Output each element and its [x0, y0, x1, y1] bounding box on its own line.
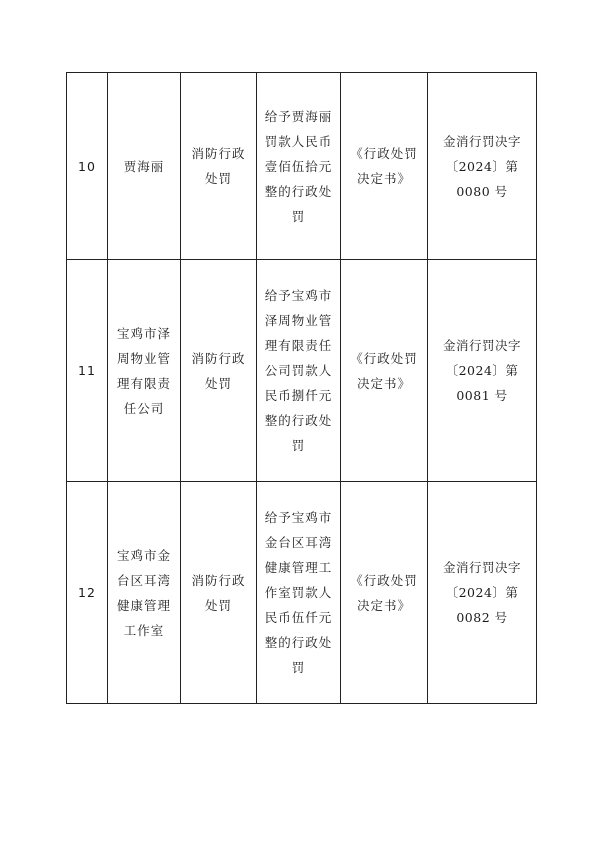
row-number: 11 — [67, 260, 108, 482]
document-type: 《行政处罚 决定书》 — [341, 73, 428, 260]
document-type: 《行政处罚 决定书》 — [341, 260, 428, 482]
penalty-type: 消防行政 处罚 — [181, 482, 257, 704]
row-number: 10 — [67, 73, 108, 260]
table-row — [67, 482, 537, 704]
document-number: 金消行罚决字 〔2024〕第 0082 号 — [428, 482, 537, 704]
penalty-content: 给予贾海丽 罚款人民币 壹佰伍拾元 整的行政处 罚 — [257, 73, 341, 260]
row-number: 12 — [67, 482, 108, 704]
party-name: 宝鸡市泽 周物业管 理有限责 任公司 — [108, 260, 181, 482]
table-row — [67, 73, 537, 260]
document-type: 《行政处罚 决定书》 — [341, 482, 428, 704]
table-row — [67, 260, 537, 482]
penalty-content: 给予宝鸡市 泽周物业管 理有限责任 公司罚款人 民币捌仟元 整的行政处 罚 — [257, 260, 341, 482]
penalty-content: 给予宝鸡市 金台区耳湾 健康管理工 作室罚款人 民币伍仟元 整的行政处 罚 — [257, 482, 341, 704]
penalty-table — [66, 72, 537, 704]
document-number: 金消行罚决字 〔2024〕第 0080 号 — [428, 73, 537, 260]
penalty-type: 消防行政 处罚 — [181, 73, 257, 260]
party-name: 贾海丽 — [108, 73, 181, 260]
penalty-type: 消防行政 处罚 — [181, 260, 257, 482]
document-number: 金消行罚决字 〔2024〕第 0081 号 — [428, 260, 537, 482]
party-name: 宝鸡市金 台区耳湾 健康管理 工作室 — [108, 482, 181, 704]
